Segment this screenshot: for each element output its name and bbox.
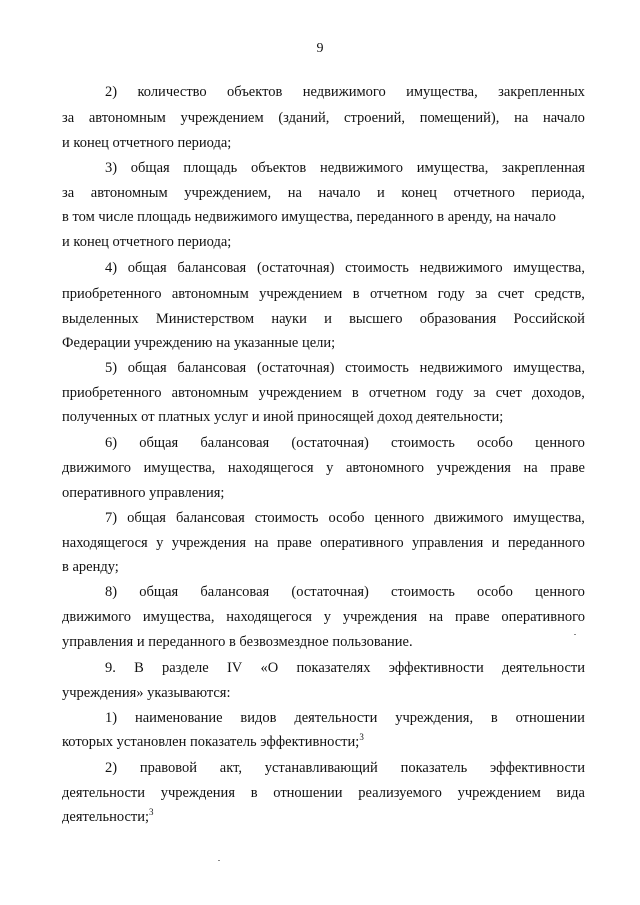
text-span: деятельности; xyxy=(62,809,150,825)
word: учреждения xyxy=(342,609,418,625)
word: и xyxy=(324,311,332,327)
word: показателях xyxy=(296,660,371,676)
word: (остаточная) xyxy=(256,360,335,376)
word: балансовая xyxy=(175,510,245,526)
word: особо xyxy=(328,510,365,526)
word: начало xyxy=(318,185,361,201)
word: автономного xyxy=(345,460,425,476)
word: приобретенного xyxy=(62,385,162,401)
word: показатель xyxy=(400,760,468,776)
word: ценного xyxy=(535,584,585,600)
word: движимого xyxy=(62,460,132,476)
text-line xyxy=(62,534,585,552)
text-line: и конец отчетного периода; xyxy=(62,135,232,151)
word: (зданий, xyxy=(278,110,330,126)
text-line xyxy=(62,459,585,477)
scan-speck xyxy=(574,634,576,635)
word: у xyxy=(323,609,332,625)
word: реализуемого xyxy=(358,785,442,801)
word: общая xyxy=(127,360,167,376)
word: деятельности xyxy=(501,660,585,676)
scan-speck xyxy=(218,860,220,861)
word: у xyxy=(326,460,334,476)
word: стоимость xyxy=(391,584,455,600)
word: вида xyxy=(556,785,585,801)
word: 9. xyxy=(105,660,116,676)
footnote-ref: 3 xyxy=(149,807,154,818)
word: и xyxy=(491,535,500,551)
word: Министерством xyxy=(155,311,255,327)
text-line xyxy=(105,359,585,377)
word: в xyxy=(250,785,258,801)
text-line xyxy=(105,759,585,777)
word: (остаточная) xyxy=(291,435,369,451)
word: отчетном xyxy=(370,286,428,302)
word: балансовая xyxy=(177,260,247,276)
word: общая xyxy=(130,160,170,176)
text-line: Федерации учреждению на указанные цели; xyxy=(62,335,336,351)
word: образования xyxy=(419,311,497,327)
word: количество xyxy=(137,84,207,100)
word: находящегося xyxy=(226,609,312,625)
text-line xyxy=(105,434,585,452)
word: оперативного xyxy=(501,609,585,625)
word: балансовая xyxy=(200,584,270,600)
word: учреждения xyxy=(171,535,246,551)
text-line xyxy=(105,509,585,527)
word: объектов xyxy=(227,84,283,100)
word: общая xyxy=(139,435,179,451)
word: за xyxy=(62,185,75,201)
word: общая xyxy=(127,260,167,276)
word: 3) xyxy=(105,160,118,176)
word: конец xyxy=(401,185,437,201)
text-line xyxy=(62,384,585,402)
word: учреждением xyxy=(258,385,342,401)
word: строений, xyxy=(344,110,406,126)
word: стоимость xyxy=(254,510,319,526)
word: общая xyxy=(139,584,179,600)
word: автономным xyxy=(171,286,249,302)
page-number: 9 xyxy=(316,41,324,56)
word: учреждения xyxy=(436,460,511,476)
word: на xyxy=(254,535,269,551)
text-line: полученных от платных услуг и иной приносящей доход деятельности; xyxy=(62,409,504,425)
word: общая xyxy=(127,510,166,526)
word: на xyxy=(514,110,529,126)
word: имущества, xyxy=(513,260,585,276)
word: имущества, xyxy=(416,160,489,176)
word: автономным xyxy=(88,110,166,126)
word: в xyxy=(351,385,359,401)
word: высшего xyxy=(349,311,403,327)
text-line xyxy=(105,659,585,677)
text-line xyxy=(62,285,585,303)
word: 8) xyxy=(105,584,118,600)
text-line: учреждения» указываются: xyxy=(62,685,231,701)
word: начало xyxy=(542,110,585,126)
word: 2) xyxy=(105,84,118,100)
word: отношении xyxy=(273,785,343,801)
word: помещений), xyxy=(419,110,500,126)
word: 5) xyxy=(105,360,118,376)
text-line xyxy=(62,808,154,826)
word: периода, xyxy=(531,185,585,201)
word: находящегося xyxy=(227,460,314,476)
word: имущества, xyxy=(142,609,215,625)
word: движимого xyxy=(62,609,132,625)
text-line: оперативного управления; xyxy=(62,485,225,501)
word: переданного xyxy=(507,535,585,551)
word: «О xyxy=(260,660,279,676)
word: стоимость xyxy=(345,360,409,376)
word: у xyxy=(156,535,164,551)
word: площадь xyxy=(183,160,238,176)
word: и xyxy=(377,185,385,201)
text-line xyxy=(62,310,585,328)
text-line xyxy=(62,733,364,751)
text-line xyxy=(62,608,585,626)
word: (остаточная) xyxy=(256,260,335,276)
word: отношении xyxy=(515,710,585,726)
word: стоимость xyxy=(345,260,409,276)
text-line xyxy=(62,109,585,127)
text-line: в аренду; xyxy=(62,559,119,575)
word: на xyxy=(428,609,444,625)
word: имущества, xyxy=(513,360,585,376)
word: за xyxy=(62,110,75,126)
text-line: и конец отчетного периода; xyxy=(62,234,232,250)
word: эффективности xyxy=(388,660,484,676)
word: в xyxy=(352,286,360,302)
word: средств, xyxy=(534,286,585,302)
word: разделе xyxy=(162,660,209,676)
word: Российской xyxy=(513,311,585,327)
word: недвижимого xyxy=(419,360,503,376)
word: стоимость xyxy=(391,435,455,451)
word: праве xyxy=(454,609,490,625)
word: объектов xyxy=(250,160,307,176)
word: году xyxy=(437,286,465,302)
word: балансовая xyxy=(177,360,247,376)
word: акт, xyxy=(219,760,242,776)
word: автономным xyxy=(171,385,249,401)
text-span: которых установлен показатель эффективности; xyxy=(62,734,360,750)
word: приобретенного xyxy=(62,286,162,302)
word: на xyxy=(523,460,538,476)
text-line xyxy=(62,184,585,202)
word: учреждением xyxy=(180,110,264,126)
word: учреждением, xyxy=(184,185,272,201)
word: отчетного xyxy=(453,185,515,201)
word: недвижимого xyxy=(419,260,503,276)
word: особо xyxy=(477,584,513,600)
word: отчетном xyxy=(368,385,427,401)
word: в xyxy=(490,710,498,726)
word: году xyxy=(436,385,464,401)
word: эффективности xyxy=(490,760,585,776)
text-line xyxy=(105,259,585,277)
word: видов xyxy=(240,710,277,726)
word: (остаточная) xyxy=(291,584,369,600)
word: 2) xyxy=(105,760,118,776)
word: имущества, xyxy=(513,510,585,526)
word: имущества, xyxy=(143,460,216,476)
word: особо xyxy=(477,435,513,451)
word: деятельности xyxy=(62,785,146,801)
word: счет xyxy=(495,385,522,401)
word: учреждением xyxy=(259,286,343,302)
text-line xyxy=(105,83,585,101)
text-line xyxy=(62,784,585,802)
text-line: управления и переданного в безвозмездное пользование. xyxy=(62,634,413,650)
text-line: в том числе площадь недвижимого имущества, переданного в аренду, на начало xyxy=(62,209,556,225)
word: науки xyxy=(271,311,307,327)
word: 1) xyxy=(105,710,118,726)
word: правовой xyxy=(139,760,198,776)
word: праве xyxy=(550,460,585,476)
word: управления xyxy=(412,535,484,551)
word: за xyxy=(475,286,488,302)
word: 4) xyxy=(105,260,118,276)
word: закрепленных xyxy=(498,84,585,100)
word: праве xyxy=(277,535,312,551)
word: учреждением xyxy=(457,785,541,801)
word: деятельности xyxy=(294,710,378,726)
word: недвижимого xyxy=(302,84,386,100)
word: находящегося xyxy=(62,535,148,551)
word: счет xyxy=(497,286,524,302)
word: за xyxy=(473,385,486,401)
word: учреждения xyxy=(160,785,235,801)
word: доходов, xyxy=(532,385,585,401)
word: наименование xyxy=(134,710,223,726)
footnote-ref: 3 xyxy=(359,732,364,743)
word: закрепленная xyxy=(502,160,585,176)
word: IV xyxy=(226,660,243,676)
word: имущества, xyxy=(406,84,478,100)
word: оперативного xyxy=(320,535,404,551)
word: В xyxy=(134,660,144,676)
word: ценного xyxy=(374,510,425,526)
word: 6) xyxy=(105,435,118,451)
word: балансовая xyxy=(200,435,270,451)
text-line xyxy=(105,159,585,177)
word: недвижимого xyxy=(319,160,403,176)
word: движимого xyxy=(434,510,504,526)
word: 7) xyxy=(105,510,118,526)
word: ценного xyxy=(535,435,585,451)
word: учреждения, xyxy=(395,710,474,726)
word: автономным xyxy=(90,185,168,201)
word: на xyxy=(287,185,302,201)
word: устанавливающий xyxy=(264,760,378,776)
text-line xyxy=(105,709,585,727)
text-line xyxy=(105,583,585,601)
word: выделенных xyxy=(62,311,139,327)
